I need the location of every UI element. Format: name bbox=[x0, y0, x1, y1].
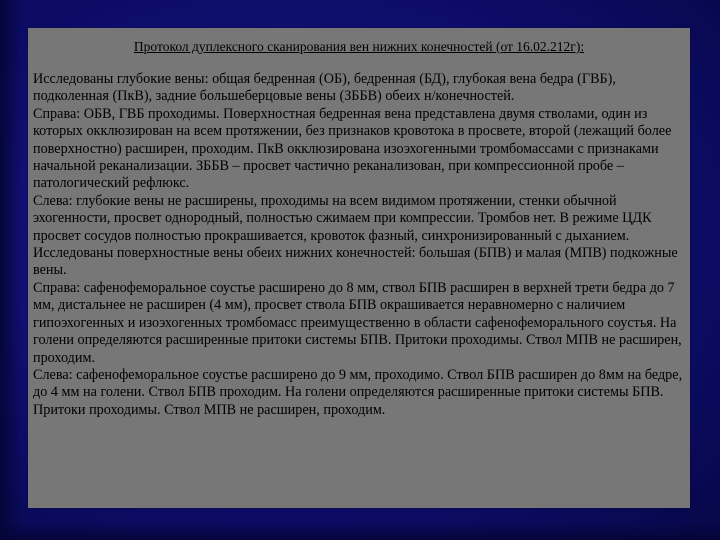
slide-title: Протокол дуплексного сканирования вен нижних конечностей (от 16.02.212г): bbox=[133, 39, 585, 54]
slide-bottom-shadow bbox=[0, 522, 720, 540]
paragraph-deep-veins-right: Справа: ОБВ, ГВБ проходимы. Поверхностная бедренная вена представлена двумя стволами, один из которых окклюзирован на всем протяжении, без признаков кровотока в просвете, второй (лежащий более поверхностно) расширен, проходим. ПкВ окклюзирована изоэхогенными тромбомассами с признаками начальной реканализации. ЗББВ – просвет частично реканализован, при компрессионной пробе – патологический рефлюкс. bbox=[33, 105, 672, 192]
paragraph-deep-veins-intro: Исследованы глубокие вены: общая бедренная (ОБ), бедренная (БД), глубокая вена бедра (ГВБ), подколенная (ПкВ), задние большеберцовые вены (ЗББВ) обеих н/конечностей. bbox=[33, 71, 616, 105]
paragraph-superficial-veins-right: Справа: сафенофеморальное соустье расширено до 8 мм, ствол БПВ расширен в верхней трети бедра до 7 мм, дистальнее не расширен (4 мм), просвет ствола БПВ окрашивается неравномерно с наличием гипоэхогенных и изоэхогенных тромбомасс преимущественно в области сафенофеморального соустья. На голени определяются расширенные притоки системы БПВ. Притоки проходимы. Ствол МПВ не расширен, проходим. bbox=[33, 279, 682, 366]
paragraph-superficial-veins-intro: Исследованы поверхностные вены обеих нижних конечностей: большая (БПВ) и малая (МПВ) подкожные вены. bbox=[33, 245, 678, 279]
paragraph-superficial-veins-left: Слева: сафенофеморальное соустье расширено до 9 мм, проходимо. Ствол БПВ расширен до 8мм на бедре, до 4 мм на голени. Ствол БПВ проходим. На голени определяются расширенные притоки системы БПВ. Притоки проходимы. Ствол МПВ не расширен, проходим. bbox=[33, 366, 683, 418]
protocol-body bbox=[33, 71, 693, 419]
slide-left-shadow bbox=[0, 0, 22, 540]
content-box bbox=[28, 28, 690, 508]
paragraph-deep-veins-left: Слева: глубокие вены не расширены, проходимы на всем видимом протяжении, стенки обычной эхогенности, просвет однородный, полностью сжимаем при компрессии. Тромбов нет. В режиме ЦДК просвет сосудов полностью прокрашивается, кровоток фазный, синхронизированный с дыханием. bbox=[33, 192, 652, 244]
